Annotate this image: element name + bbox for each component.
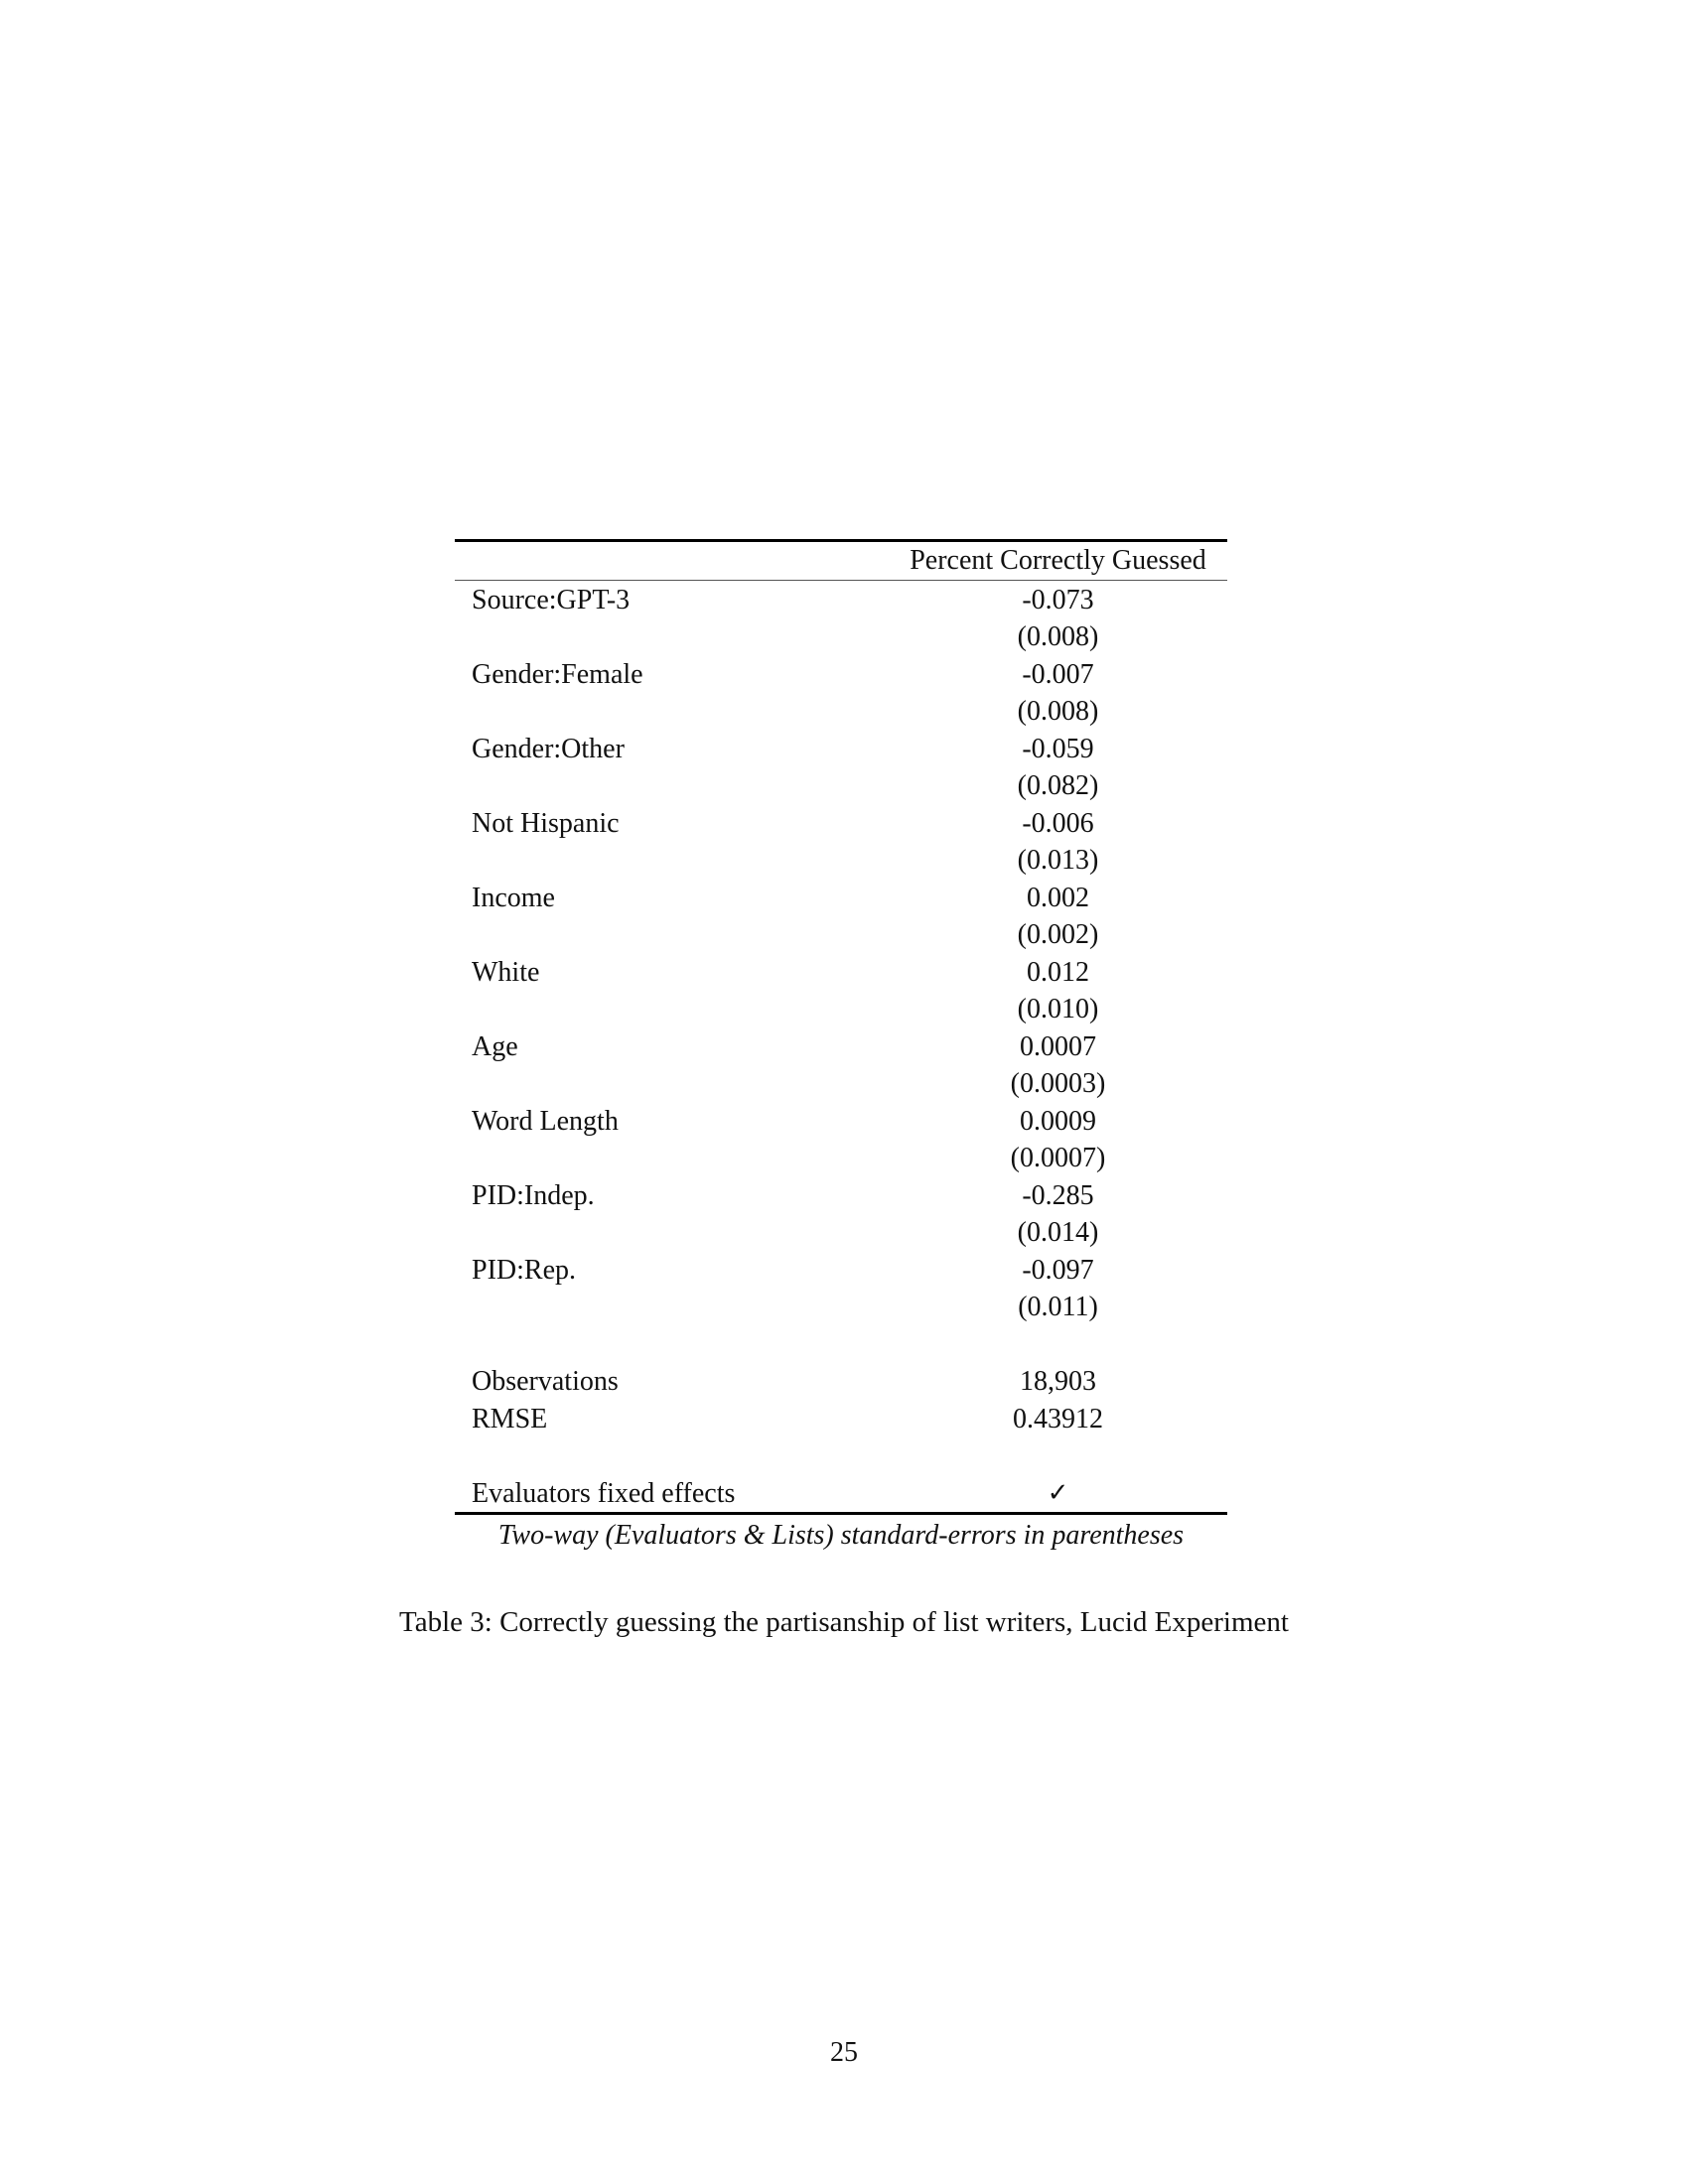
table-note: Two-way (Evaluators & Lists) standard-errors in parentheses xyxy=(497,1520,1185,1551)
coef-row xyxy=(455,1252,1227,1290)
se-row xyxy=(455,1065,1227,1103)
row-label xyxy=(455,1437,819,1475)
row-label: Observations xyxy=(472,1366,619,1397)
row-label xyxy=(455,1140,819,1177)
row-label: Age xyxy=(472,1030,518,1062)
row-value: (0.008) xyxy=(1017,696,1099,727)
coef-row xyxy=(455,656,1227,694)
coef-row xyxy=(455,805,1227,843)
se-row xyxy=(455,1214,1227,1252)
row-value: -0.097 xyxy=(1022,1254,1094,1286)
row-value xyxy=(819,1326,1227,1364)
row-label xyxy=(455,1289,819,1326)
row-label xyxy=(455,916,819,954)
row-label: White xyxy=(472,956,540,988)
row-value: 0.0009 xyxy=(1020,1105,1096,1137)
row-value: (0.082) xyxy=(1017,770,1099,801)
row-label: Word Length xyxy=(472,1105,619,1137)
coef-row xyxy=(455,880,1227,917)
row-value: (0.014) xyxy=(1017,1217,1099,1248)
row-value: (0.008) xyxy=(1017,621,1099,652)
row-value xyxy=(819,1437,1227,1475)
se-row xyxy=(455,1289,1227,1326)
se-row xyxy=(455,1140,1227,1177)
row-value: 0.43912 xyxy=(1013,1403,1103,1434)
stat-row xyxy=(455,1401,1227,1438)
se-row xyxy=(455,618,1227,656)
row-label xyxy=(455,991,819,1028)
row-label: PID:Rep. xyxy=(472,1254,576,1286)
row-label: Gender:Other xyxy=(472,733,625,764)
row-label: RMSE xyxy=(472,1403,548,1434)
row-value: (0.002) xyxy=(1017,919,1099,950)
row-value: (0.013) xyxy=(1017,845,1099,876)
table-body xyxy=(455,542,1227,1512)
bottom-rule xyxy=(455,1512,1227,1515)
se-row xyxy=(455,693,1227,731)
row-label: PID:Indep. xyxy=(472,1179,595,1211)
row-value: (0.0007) xyxy=(1010,1143,1106,1173)
row-label: Evaluators fixed effects xyxy=(472,1477,736,1509)
row-label xyxy=(455,618,819,656)
stat-row xyxy=(455,1363,1227,1401)
page-number: 25 xyxy=(830,2037,858,2068)
se-row xyxy=(455,991,1227,1028)
row-label: Not Hispanic xyxy=(472,807,620,839)
row-label xyxy=(455,1326,819,1364)
row-value: 0.012 xyxy=(1027,956,1089,988)
row-value: (0.011) xyxy=(1018,1292,1098,1322)
row-label: Gender:Female xyxy=(472,658,643,690)
row-value: -0.007 xyxy=(1022,658,1094,690)
row-value: -0.073 xyxy=(1022,584,1094,615)
coef-row xyxy=(455,1028,1227,1066)
coef-row xyxy=(455,1103,1227,1141)
coef-row xyxy=(455,954,1227,992)
row-value: -0.285 xyxy=(1022,1179,1094,1211)
row-label: Source:GPT-3 xyxy=(472,584,631,615)
checkmark-icon: ✓ xyxy=(1047,1477,1069,1508)
row-label xyxy=(455,693,819,731)
row-label: Income xyxy=(472,882,555,913)
row-label xyxy=(455,1214,819,1252)
coef-row xyxy=(455,731,1227,768)
row-value: 0.002 xyxy=(1027,882,1089,913)
spacer-row xyxy=(455,1326,1227,1364)
row-label xyxy=(455,1065,819,1103)
row-value: -0.006 xyxy=(1022,807,1094,839)
se-row xyxy=(455,767,1227,805)
spacer-row xyxy=(455,1437,1227,1475)
coef-row xyxy=(455,1177,1227,1215)
column-header: Percent Correctly Guessed xyxy=(910,545,1206,576)
header-empty-cell xyxy=(455,542,819,580)
header-row xyxy=(455,542,1227,580)
table-caption: Table 3: Correctly guessing the partisanship of list writers, Lucid Experiment xyxy=(399,1606,1289,1638)
se-row xyxy=(455,842,1227,880)
row-value: (0.0003) xyxy=(1010,1068,1106,1099)
row-value: 18,903 xyxy=(1020,1366,1096,1397)
row-value: -0.059 xyxy=(1022,733,1094,764)
row-label xyxy=(455,767,819,805)
regression-table xyxy=(455,539,1227,1555)
fixed-effects-row xyxy=(455,1475,1227,1513)
row-value: 0.0007 xyxy=(1020,1030,1096,1062)
row-value: (0.010) xyxy=(1017,994,1099,1024)
row-label xyxy=(455,842,819,880)
se-row xyxy=(455,916,1227,954)
coef-row xyxy=(455,582,1227,619)
